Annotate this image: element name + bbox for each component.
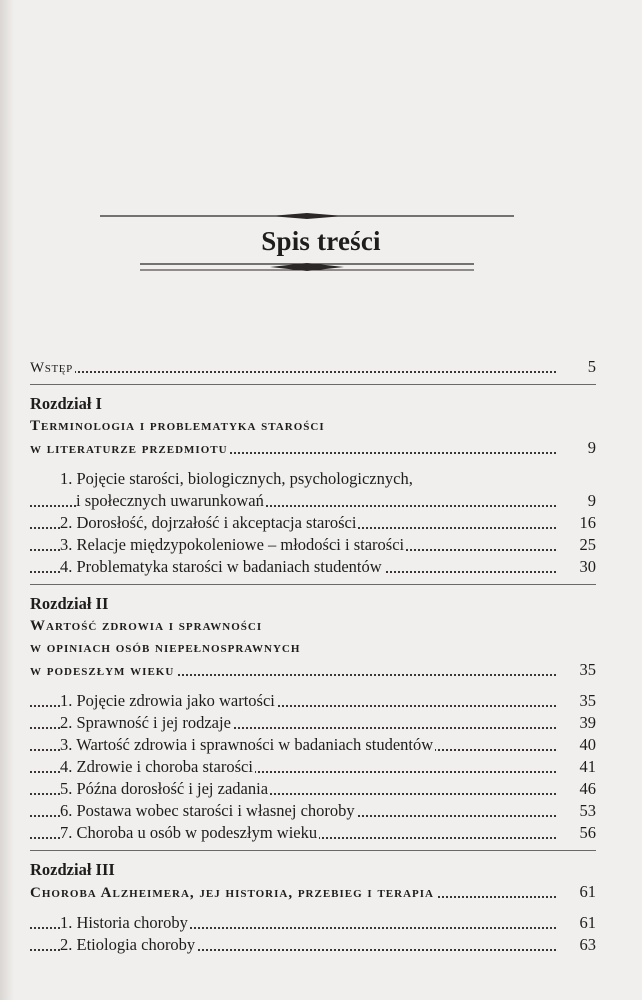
section-title: 3. Wartość zdrowia i sprawności w badaniach studentów bbox=[60, 735, 434, 754]
chapter-heading-line: w opiniach osób niepełnosprawnych bbox=[30, 640, 301, 656]
toc-entry-chapter-2[interactable] bbox=[30, 659, 596, 681]
bottom-ornament-rule bbox=[140, 260, 474, 274]
toc-entry-section[interactable] bbox=[30, 912, 596, 934]
page-number: 61 bbox=[560, 881, 596, 903]
section-title: 6. Postawa wobec starości i własnej choroby bbox=[60, 801, 355, 820]
toc-entry-wstep[interactable] bbox=[30, 356, 596, 378]
page-number: 25 bbox=[560, 534, 596, 556]
chapter-label: Rozdział II bbox=[30, 594, 109, 613]
section-title: 5. Późna dorosłość i jej zadania bbox=[60, 779, 269, 798]
page-gutter-shadow bbox=[0, 0, 14, 1000]
page-number: 63 bbox=[560, 934, 596, 956]
page-number: 9 bbox=[560, 490, 596, 512]
page-number: 61 bbox=[560, 912, 596, 934]
toc-entry-chapter-3[interactable] bbox=[30, 881, 596, 903]
toc-entry-section[interactable] bbox=[30, 800, 596, 822]
section-title: 2. Etiologia choroby bbox=[60, 935, 196, 954]
chapter-label: Rozdział I bbox=[30, 394, 102, 413]
section-title: 2. Dorosłość, dojrzałość i akceptacja starości bbox=[60, 513, 357, 532]
toc-entry-section[interactable] bbox=[30, 534, 596, 556]
chapter-heading-line: Choroba Alzheimera, jej historia, przebieg i terapia bbox=[30, 885, 434, 901]
toc-entry-section[interactable] bbox=[30, 934, 596, 956]
toc-entry-section[interactable] bbox=[30, 734, 596, 756]
toc-entry-section[interactable] bbox=[30, 778, 596, 800]
toc-entry-section[interactable] bbox=[30, 690, 596, 712]
chapter-heading-line: w literaturze przedmiotu bbox=[30, 441, 228, 457]
divider bbox=[30, 384, 596, 385]
section-title: 1. Historia choroby bbox=[60, 913, 188, 932]
section-title: 4. Zdrowie i choroba starości bbox=[60, 757, 253, 776]
page-number: 9 bbox=[560, 437, 596, 459]
entry-title: Wstęp bbox=[30, 360, 73, 376]
section-title-line: 1. Pojęcie starości, biologicznych, psychologicznych, bbox=[60, 469, 413, 488]
top-ornament-rule bbox=[100, 210, 514, 222]
toc-entry-section[interactable] bbox=[30, 712, 596, 734]
toc-entry-section[interactable] bbox=[30, 822, 596, 844]
page-number: 46 bbox=[560, 778, 596, 800]
page-number: 53 bbox=[560, 800, 596, 822]
toc-entry-section[interactable] bbox=[30, 556, 596, 578]
page-number: 35 bbox=[560, 690, 596, 712]
page-number: 56 bbox=[560, 822, 596, 844]
page-title: Spis treści bbox=[261, 226, 381, 256]
toc-entry-section[interactable] bbox=[30, 756, 596, 778]
table-of-contents bbox=[30, 352, 596, 956]
page-number: 35 bbox=[560, 659, 596, 681]
divider bbox=[30, 850, 596, 851]
section-title: 1. Pojęcie zdrowia jako wartości bbox=[60, 691, 275, 710]
page-number: 5 bbox=[560, 356, 596, 378]
divider bbox=[30, 584, 596, 585]
section-title-line: i społecznych uwarunkowań bbox=[76, 491, 264, 510]
chapter-heading-line: w podeszłym wieku bbox=[30, 663, 175, 679]
page-number: 16 bbox=[560, 512, 596, 534]
chapter-label: Rozdział III bbox=[30, 860, 115, 879]
section-title: 7. Choroba u osób w podeszłym wieku bbox=[60, 823, 318, 842]
page-number: 41 bbox=[560, 756, 596, 778]
page-number: 30 bbox=[560, 556, 596, 578]
section-title: 3. Relacje międzypokoleniowe – młodości i starości bbox=[60, 535, 405, 554]
section-title: 2. Sprawność i jej rodzaje bbox=[60, 713, 231, 732]
chapter-heading-line: Wartość zdrowia i sprawności bbox=[30, 618, 263, 634]
page-number: 39 bbox=[560, 712, 596, 734]
toc-entry-chapter-1[interactable] bbox=[30, 437, 596, 459]
toc-entry-section[interactable] bbox=[30, 490, 596, 512]
section-title: 4. Problematyka starości w badaniach studentów bbox=[60, 557, 382, 576]
page-number: 40 bbox=[560, 734, 596, 756]
toc-entry-section[interactable] bbox=[30, 512, 596, 534]
dot-leader bbox=[30, 371, 556, 373]
chapter-heading-line: Terminologia i problematyka starości bbox=[30, 418, 325, 434]
